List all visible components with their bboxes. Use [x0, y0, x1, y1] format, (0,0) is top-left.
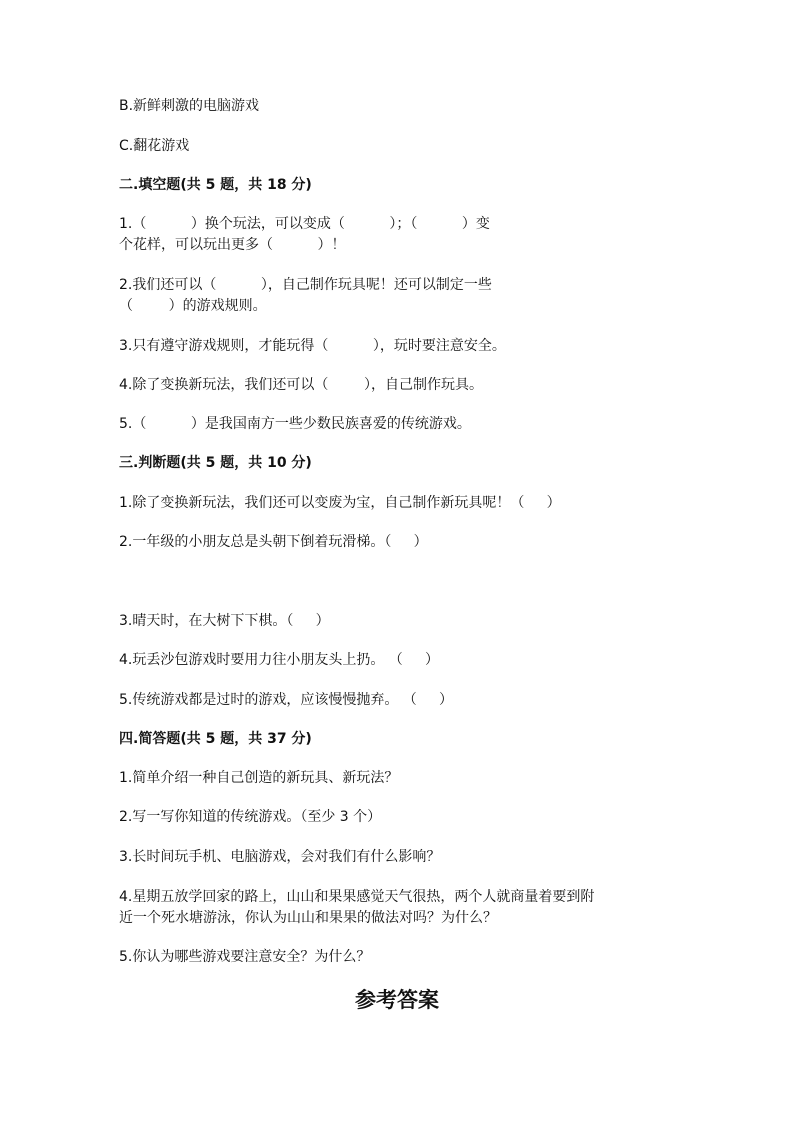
true-false-q2: 2.一年级的小朋友总是头朝下倒着玩滑梯。（ ）	[119, 534, 428, 550]
answer-key-title: 参考答案	[355, 987, 439, 1012]
short-answer-q3: 3.长时间玩手机、电脑游戏，会对我们有什么影响？	[119, 849, 441, 865]
section-heading-short-answer: 四.简答题(共 5 题，共 37 分)	[119, 731, 312, 747]
true-false-q3: 3.晴天时，在大树下下棋。（ ）	[119, 613, 330, 629]
short-answer-q2: 2.写一写你知道的传统游戏。（至少 3 个）	[119, 809, 382, 825]
short-answer-q4-line2: 近一个死水塘游泳，你认为山山和果果的做法对吗？为什么？	[119, 910, 497, 926]
short-answer-q1: 1.简单介绍一种自己创造的新玩具、新玩法？	[119, 770, 399, 786]
fill-blank-q5: 5.（ ）是我国南方一些少数民族喜爱的传统游戏。	[119, 416, 471, 432]
fill-blank-q1-line1: 1.（ ）换个玩法，可以变成（ ）；（ ）变	[119, 216, 490, 232]
fill-blank-q2-line2: （ ）的游戏规则。	[119, 298, 267, 314]
option-b: B.新鲜刺激的电脑游戏	[119, 98, 260, 114]
fill-blank-q4: 4.除了变换新玩法，我们还可以（ ），自己制作玩具。	[119, 377, 483, 393]
fill-blank-q3: 3.只有遵守游戏规则，才能玩得（ ），玩时要注意安全。	[119, 338, 506, 354]
true-false-q4: 4.玩丢沙包游戏时要用力往小朋友头上扔。 （ ）	[119, 652, 440, 668]
option-c: C.翻花游戏	[119, 138, 190, 154]
fill-blank-q2-line1: 2.我们还可以（ ），自己制作玩具呢！还可以制定一些	[119, 277, 492, 293]
true-false-q1: 1.除了变换新玩法，我们还可以变废为宝，自己制作新玩具呢！（ ）	[119, 495, 561, 511]
section-heading-fill-blank: 二.填空题(共 5 题，共 18 分)	[119, 177, 312, 193]
section-heading-true-false: 三.判断题(共 5 题，共 10 分)	[119, 455, 312, 471]
short-answer-q5: 5.你认为哪些游戏要注意安全？为什么？	[119, 949, 371, 965]
short-answer-q4-line1: 4.星期五放学回家的路上，山山和果果感觉天气很热，两个人就商量着要到附	[119, 889, 595, 905]
true-false-q5: 5.传统游戏都是过时的游戏，应该慢慢抛弃。 （ ）	[119, 692, 454, 708]
fill-blank-q1-line2: 个花样，可以玩出更多（ ）！	[119, 237, 346, 253]
